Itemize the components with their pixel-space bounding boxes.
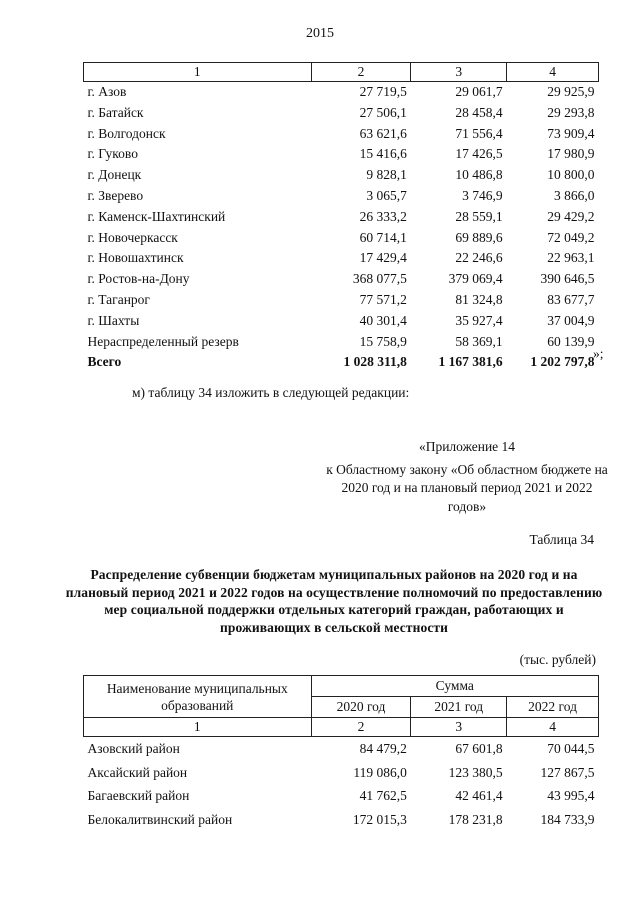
table-header-row — [84, 63, 599, 82]
row-name-cell: г. Батайск — [87, 104, 144, 120]
row-value-cell: 26 333,2 — [359, 208, 407, 224]
row-value-cell: 15 416,6 — [359, 146, 407, 162]
row-value-cell: 10 800,0 — [547, 167, 595, 183]
appendix-reference — [322, 438, 612, 516]
row-value-cell: 15 758,9 — [359, 333, 407, 349]
row-name-cell: г. Зверево — [87, 187, 144, 203]
row-name-cell: Азовский район — [87, 741, 180, 756]
municipal-distribution-table — [83, 62, 599, 373]
table-row — [84, 248, 599, 269]
row-value-cell: 22 963,1 — [547, 250, 595, 266]
row-name-cell: г. Волгодонск — [87, 125, 166, 141]
row-value-cell: 119 086,0 — [353, 764, 407, 780]
row-value-cell: 22 246,6 — [455, 250, 503, 266]
column-number-2: 2 — [311, 718, 411, 737]
row-value-cell: 28 559,1 — [455, 208, 503, 224]
appendix-law-text: к Областному закону «Об областном бюджете на 2020 год и на плановый период 2021 и 2022 годов» — [326, 461, 608, 514]
row-value-cell: 27 719,5 — [359, 84, 407, 99]
row-value-cell: 10 486,8 — [455, 167, 503, 183]
sum-column-header: Сумма — [311, 676, 598, 697]
table-row — [84, 784, 599, 808]
row-name-cell: Белокалитвинский район — [87, 811, 233, 827]
row-value-cell: 28 458,4 — [455, 104, 503, 120]
row-value-cell: 3 866,0 — [554, 187, 595, 203]
appendix-title: «Приложение 14 — [418, 439, 516, 454]
row-value-cell: 73 909,4 — [547, 125, 595, 141]
column-number-3: 3 — [411, 63, 507, 82]
row-name-cell: г. Гуково — [87, 146, 138, 162]
row-value-cell: 60 139,9 — [547, 333, 595, 349]
row-value-cell: 40 301,4 — [359, 312, 407, 328]
row-name-cell: г. Шахты — [87, 312, 140, 328]
row-value-cell: 43 995,4 — [547, 788, 595, 803]
row-value-cell: 29 925,9 — [547, 84, 595, 99]
row-value-cell: 71 556,4 — [455, 125, 503, 141]
table-row — [84, 737, 599, 761]
row-name-cell: Аксайский район — [87, 764, 188, 780]
row-value-cell: 70 044,5 — [547, 741, 595, 756]
table-row — [84, 808, 599, 832]
row-value-cell: 17 429,4 — [359, 250, 407, 266]
table-row — [84, 144, 599, 165]
row-value-cell: 172 015,3 — [352, 811, 407, 827]
row-value-cell: 379 069,4 — [448, 271, 503, 287]
table-row — [84, 761, 599, 785]
row-value-cell: 390 646,5 — [540, 271, 595, 287]
total-value-cell: 1 167 381,6 — [438, 354, 503, 370]
row-name-cell: г. Донецк — [87, 167, 142, 183]
row-value-cell: 35 927,4 — [455, 312, 503, 328]
table-row — [84, 165, 599, 186]
row-value-cell: 29 061,7 — [455, 84, 503, 99]
year-header-2020: 2020 год — [311, 697, 411, 718]
row-value-cell: 42 461,4 — [455, 788, 503, 803]
row-value-cell: 60 714,1 — [359, 229, 407, 245]
total-value-cell: 1 028 311,8 — [343, 354, 407, 370]
row-value-cell: 58 369,1 — [455, 333, 503, 349]
row-value-cell: 3 746,9 — [462, 187, 503, 203]
table-row — [84, 311, 599, 332]
row-value-cell: 9 828,1 — [366, 167, 407, 183]
row-name-cell: г. Таганрог — [87, 291, 150, 307]
row-value-cell: 83 677,7 — [547, 291, 595, 307]
row-name-cell: г. Азов — [87, 84, 127, 99]
units-label: (тыс. рублей) — [519, 652, 596, 667]
table-label: Таблица 34 — [529, 532, 594, 547]
row-value-cell: 69 889,6 — [455, 229, 503, 245]
row-value-cell: 123 380,5 — [448, 764, 503, 780]
row-value-cell: 29 293,8 — [547, 104, 595, 120]
column-number-2: 2 — [311, 63, 411, 82]
table-row — [84, 290, 599, 311]
row-value-cell: 29 429,2 — [547, 208, 595, 224]
row-name-cell: г. Ростов-на-Дону — [87, 271, 190, 287]
table-row — [84, 124, 599, 145]
row-value-cell: 17 980,9 — [547, 146, 595, 162]
row-value-cell: 368 077,5 — [352, 271, 407, 287]
column-number-3: 3 — [411, 718, 507, 737]
table-row — [84, 207, 599, 228]
page-number: 2015 — [306, 26, 334, 41]
row-value-cell: 41 762,5 — [359, 788, 407, 803]
row-value-cell: 72 049,2 — [547, 229, 595, 245]
table-row — [84, 269, 599, 290]
row-value-cell: 67 601,8 — [455, 741, 503, 756]
row-value-cell: 127 867,5 — [540, 764, 595, 780]
column-number-1: 1 — [84, 63, 312, 82]
row-value-cell: 17 426,5 — [455, 146, 503, 162]
table-row — [84, 82, 599, 103]
row-name-cell: Багаевский район — [87, 788, 190, 803]
year-header-2022: 2022 год — [507, 697, 599, 718]
row-name-cell: г. Новочеркасск — [87, 229, 178, 245]
row-value-cell: 184 733,9 — [540, 811, 595, 827]
closing-quote: »; — [593, 346, 604, 361]
total-value-cell: 1 202 797,8 — [530, 354, 595, 370]
column-number-4: 4 — [507, 63, 599, 82]
table-row — [84, 103, 599, 124]
row-value-cell: 178 231,8 — [448, 811, 503, 827]
total-label: Всего — [87, 354, 122, 370]
row-value-cell: 27 506,1 — [359, 104, 407, 120]
column-number-1: 1 — [84, 718, 312, 737]
table-row — [84, 228, 599, 249]
row-value-cell: 77 571,2 — [359, 291, 407, 307]
row-value-cell: 81 324,8 — [455, 291, 503, 307]
total-row — [84, 352, 599, 373]
table-row — [84, 332, 599, 353]
name-column-header: Наименование муниципальных образований — [84, 676, 312, 718]
row-name-cell: Нераспределенный резерв — [87, 333, 239, 349]
row-name-cell: г. Каменск-Шахтинский — [87, 208, 226, 224]
row-value-cell: 63 621,6 — [359, 125, 407, 141]
subvention-table — [83, 675, 599, 831]
row-value-cell: 84 479,2 — [359, 741, 407, 756]
year-header-2021: 2021 год — [411, 697, 507, 718]
row-value-cell: 37 004,9 — [547, 312, 595, 328]
instruction-text: м) таблицу 34 изложить в следующей редакции: — [132, 385, 410, 400]
row-name-cell: г. Новошахтинск — [87, 250, 184, 266]
table-row — [84, 186, 599, 207]
row-value-cell: 3 065,7 — [366, 187, 407, 203]
column-number-4: 4 — [507, 718, 599, 737]
table-heading: Распределение субвенции бюджетам муниципальных районов на 2020 год и на плановый период 2021 и 2022 годов на осуществление полномочий по предоставлению мер социальной поддержки отдельных категорий граждан, работающих и проживающих в сельской местности — [65, 567, 603, 635]
